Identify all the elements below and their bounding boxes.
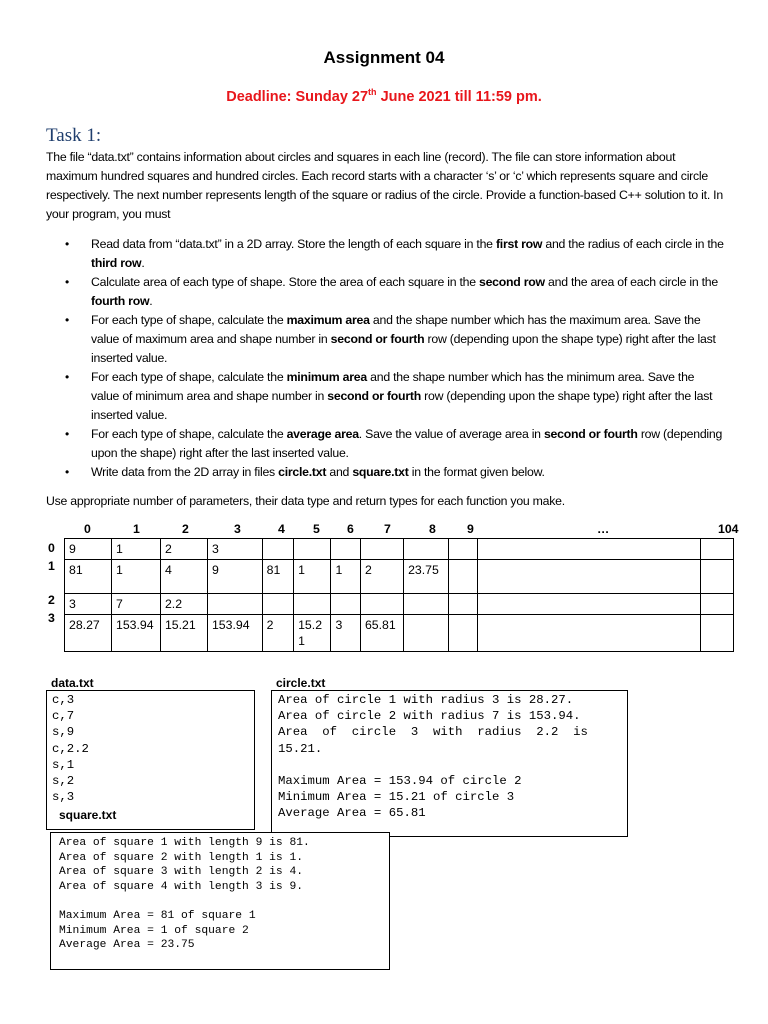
circle-file-contents bbox=[278, 692, 588, 822]
array-cell bbox=[478, 539, 700, 560]
array-cell: 2 bbox=[160, 539, 207, 560]
bold-text: second row bbox=[479, 275, 545, 289]
array-column-header: 9 bbox=[467, 522, 474, 536]
array-cell bbox=[449, 615, 478, 652]
bold-text: third row bbox=[91, 256, 142, 270]
deadline-superscript: th bbox=[368, 87, 377, 97]
array-cell: 2.2 bbox=[160, 594, 207, 615]
array-column-header: 4 bbox=[278, 522, 285, 536]
text-run: and the shape number which has the maximum area. Save the value of maximum area and shape number in bbox=[91, 313, 701, 346]
array-cell: 81 bbox=[262, 560, 293, 594]
file-line bbox=[59, 894, 310, 909]
text-run: row (depending upon the shape type) right after the last inserted value. bbox=[91, 389, 713, 422]
array-cell: 1 bbox=[331, 560, 361, 594]
bold-text: second or fourth bbox=[543, 427, 638, 441]
square-file-label: square.txt bbox=[59, 808, 117, 822]
array-cell: 15.21 bbox=[294, 615, 331, 652]
array-column-header: 8 bbox=[429, 522, 436, 536]
page-title: Assignment 04 bbox=[323, 48, 445, 67]
file-line: Area of circle 1 with radius 3 is 28.27. bbox=[278, 693, 574, 707]
text-run: . bbox=[141, 256, 145, 270]
text-run: in the format given below. bbox=[408, 465, 545, 479]
file-line: s,3 bbox=[52, 790, 75, 805]
deadline bbox=[0, 87, 768, 105]
task-heading: Task 1: bbox=[46, 125, 102, 146]
bold-text: first row bbox=[495, 237, 543, 251]
array-cell: 2 bbox=[360, 560, 403, 594]
text-run: Calculate area of each type of shape. Store the area of each square in the bbox=[91, 275, 479, 289]
array-column-header: 5 bbox=[313, 522, 320, 536]
array-cell bbox=[360, 539, 403, 560]
array-cell: 2 bbox=[262, 615, 293, 652]
text-run: and the radius of each circle in the bbox=[542, 237, 724, 251]
text-run: and the area of each circle in the bbox=[544, 275, 718, 289]
array-column-header: 3 bbox=[234, 522, 241, 536]
array-column-headers bbox=[44, 522, 739, 538]
array-cell: 3 bbox=[65, 594, 112, 615]
array-cell: 1 bbox=[294, 560, 331, 594]
data-file-contents bbox=[52, 692, 89, 805]
array-cell: 81 bbox=[65, 560, 112, 594]
array-cell bbox=[404, 615, 449, 652]
array-cell bbox=[360, 594, 403, 615]
array-cell: 3 bbox=[331, 615, 361, 652]
file-line: c,3 bbox=[52, 693, 75, 707]
array-cell: 1 bbox=[112, 560, 161, 594]
file-line: s,2 bbox=[52, 774, 75, 789]
text-run: . Save the value of average area in bbox=[358, 427, 544, 441]
array-cell: 153.94 bbox=[112, 615, 161, 652]
array-row-label: 3 bbox=[48, 611, 55, 625]
requirement-item bbox=[60, 425, 725, 463]
text-run: For each type of shape, calculate the bbox=[91, 313, 287, 327]
array-column-header: 0 bbox=[84, 522, 91, 536]
file-line: Maximum Area = 81 of square 1 bbox=[59, 909, 256, 922]
text-run: . bbox=[149, 294, 153, 308]
array-column-header: 7 bbox=[384, 522, 391, 536]
usage-note: Use appropriate number of parameters, their data type and return types for each function you make. bbox=[46, 494, 565, 508]
array-cell bbox=[449, 539, 478, 560]
circle-file-box bbox=[271, 690, 628, 837]
text-run: Read data from “data.txt” in a 2D array. Store the length of each square in the bbox=[91, 237, 496, 251]
text-run: and the shape number which has the minimum area. Save the value of minimum area and shape number in bbox=[91, 370, 695, 403]
array-cell: 15.21 bbox=[160, 615, 207, 652]
array-row bbox=[65, 594, 734, 615]
array-column-header: 6 bbox=[347, 522, 354, 536]
file-line: Area of square 4 with length 3 is 9. bbox=[59, 880, 304, 893]
array-cell bbox=[700, 539, 733, 560]
text-run: Write data from the 2D array in files bbox=[91, 465, 279, 479]
square-file-box bbox=[50, 832, 390, 970]
file-line: Average Area = 23.75 bbox=[59, 939, 195, 952]
file-line: Maximum Area = 153.94 of circle 2 bbox=[278, 774, 522, 789]
text-run: For each type of shape, calculate the bbox=[91, 427, 287, 441]
text-run: row (depending upon the shape) right after the last inserted value. bbox=[91, 427, 723, 460]
array-row-label: 0 bbox=[48, 541, 55, 555]
file-line: s,1 bbox=[52, 757, 75, 772]
array-cell: 9 bbox=[65, 539, 112, 560]
array-row-label: 1 bbox=[48, 559, 55, 573]
bold-text: minimum area bbox=[286, 370, 367, 384]
file-line: c,2.2 bbox=[52, 741, 89, 756]
array-cell bbox=[207, 594, 262, 615]
array-cell bbox=[404, 594, 449, 615]
requirement-item bbox=[60, 463, 725, 482]
circle-file-label: circle.txt bbox=[276, 676, 326, 690]
bold-text: fourth row bbox=[91, 294, 150, 308]
requirement-item bbox=[60, 235, 725, 273]
text-run: row (depending upon the shape type) right after the last inserted value. bbox=[91, 332, 716, 365]
array-cell: 1 bbox=[112, 539, 161, 560]
array-cell bbox=[262, 594, 293, 615]
array-cell bbox=[294, 594, 331, 615]
file-line: Area of square 1 with length 9 is 81. bbox=[59, 837, 310, 849]
bold-text: second or fourth bbox=[330, 332, 425, 346]
array-cell: 9 bbox=[207, 560, 262, 594]
deadline-suffix: June 2021 till 11:59 pm. bbox=[376, 88, 542, 105]
array-cell: 153.94 bbox=[207, 615, 262, 652]
data-file-label: data.txt bbox=[51, 676, 94, 690]
array-cell: 28.27 bbox=[65, 615, 112, 652]
bold-text: circle.txt bbox=[278, 465, 327, 479]
array-cell bbox=[449, 560, 478, 594]
array-cell bbox=[478, 560, 700, 594]
file-line: Area of square 2 with length 1 is 1. bbox=[59, 851, 304, 864]
file-line: 15.21. bbox=[278, 741, 323, 756]
bold-text: second or fourth bbox=[327, 389, 421, 403]
array-cell bbox=[478, 594, 700, 615]
text-run: For each type of shape, calculate the bbox=[91, 370, 287, 384]
array-cell bbox=[331, 594, 361, 615]
requirement-item bbox=[60, 311, 725, 368]
array-cell: 7 bbox=[112, 594, 161, 615]
requirements-list bbox=[60, 235, 725, 482]
array-column-header: 2 bbox=[182, 522, 189, 536]
array-row-label: 2 bbox=[48, 593, 55, 607]
file-line bbox=[278, 757, 588, 773]
array-cell bbox=[294, 539, 331, 560]
array-cell: 4 bbox=[160, 560, 207, 594]
array-table bbox=[44, 522, 739, 648]
square-file-contents bbox=[59, 836, 310, 953]
file-line: Area of circle 3 with radius 2.2 is bbox=[278, 725, 588, 740]
array-cell: 23.75 bbox=[404, 560, 449, 594]
array-column-header: … bbox=[597, 522, 610, 536]
file-line: Minimum Area = 1 of square 2 bbox=[59, 924, 249, 937]
requirement-item bbox=[60, 368, 725, 425]
intro-paragraph: The file “data.txt” contains information about circles and squares in each line (record). The file can store information about maximum hundred squares and hundred circles. Each record starts with a character ‘s’ or ‘c’ which represents square and circle respectively. The next number represents length of the square or radius of the circle. Provide a function-based C++ solution to it. In your program, you must bbox=[46, 150, 723, 221]
array-cell bbox=[478, 615, 700, 652]
array-cell bbox=[404, 539, 449, 560]
requirement-item bbox=[60, 273, 725, 311]
file-line: s,9 bbox=[52, 725, 75, 740]
bold-text: square.txt bbox=[352, 465, 409, 479]
array-cell bbox=[700, 594, 733, 615]
array-cell bbox=[449, 594, 478, 615]
file-line: Average Area = 65.81 bbox=[278, 806, 426, 821]
array-row bbox=[65, 539, 734, 560]
array-row bbox=[65, 560, 734, 594]
file-line: Area of circle 2 with radius 7 is 153.94. bbox=[278, 709, 581, 724]
bold-text: maximum area bbox=[286, 313, 370, 327]
file-line: Area of square 3 with length 2 is 4. bbox=[59, 866, 304, 879]
array-cell bbox=[700, 615, 733, 652]
array-cell bbox=[262, 539, 293, 560]
file-line: Minimum Area = 15.21 of circle 3 bbox=[278, 790, 515, 805]
array-grid bbox=[64, 538, 734, 652]
bold-text: average area bbox=[286, 427, 359, 441]
file-line: c,7 bbox=[52, 709, 75, 724]
array-row bbox=[65, 615, 734, 652]
array-column-header: 1 bbox=[133, 522, 140, 536]
array-cell bbox=[700, 560, 733, 594]
array-cell: 65.81 bbox=[360, 615, 403, 652]
text-run: and bbox=[326, 465, 353, 479]
array-cell: 3 bbox=[207, 539, 262, 560]
array-column-header: 104 bbox=[718, 522, 739, 536]
array-cell bbox=[331, 539, 361, 560]
deadline-prefix: Deadline: Sunday 27 bbox=[226, 88, 369, 105]
